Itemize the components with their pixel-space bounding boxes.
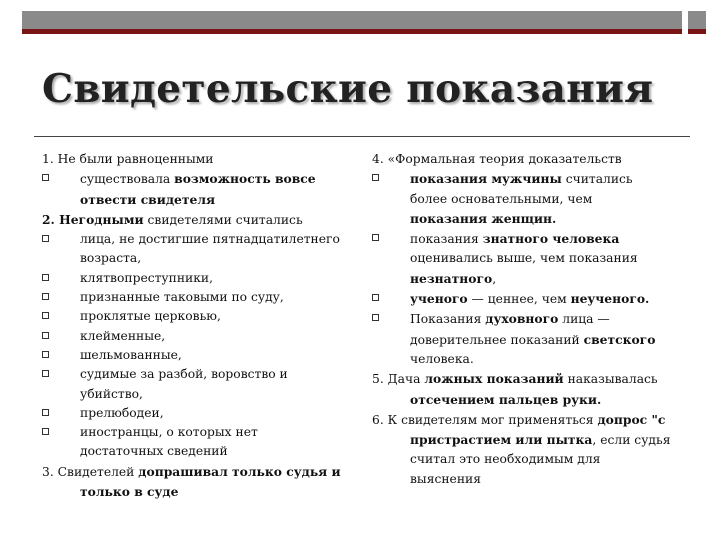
- right-line-cont: [372, 330, 694, 350]
- square-bullet-icon: [42, 409, 49, 416]
- left-line-cont: [42, 385, 358, 404]
- right-line-num: [372, 410, 694, 430]
- line-text: отсечением пальцев руки.: [410, 391, 602, 407]
- line-text: доверительнее показаний: [410, 332, 584, 347]
- left-line-cont: [42, 482, 358, 502]
- line-text: убийство,: [80, 386, 143, 401]
- square-bullet-icon: [42, 312, 49, 319]
- right-line-cont: [372, 269, 694, 289]
- line-text: незнатного: [410, 270, 493, 286]
- square-bullet-icon: [42, 428, 49, 435]
- square-bullet-icon: [42, 332, 49, 339]
- right-line-bul: [372, 309, 694, 329]
- left-line-bul: [42, 288, 358, 307]
- line-text: допрос "с: [597, 411, 666, 427]
- square-bullet-icon: [42, 174, 49, 181]
- left-line-num: [42, 210, 358, 230]
- line-text: свидетелями считались: [143, 212, 303, 227]
- left-line-num: [42, 462, 358, 482]
- line-text: светского: [583, 331, 656, 347]
- line-text: шельмованные,: [80, 347, 182, 362]
- line-text: клейменные,: [80, 328, 166, 343]
- right-line-bul: [372, 229, 694, 249]
- line-text: человека.: [410, 351, 474, 366]
- right-line-num: [372, 369, 694, 389]
- right-line-cont: [372, 350, 694, 369]
- right-line-cont: [372, 209, 694, 229]
- left-line-bul: [42, 269, 358, 288]
- left-column: [42, 150, 358, 502]
- left-line-cont: [42, 249, 358, 268]
- right-line-bul: [372, 169, 694, 189]
- left-line-bul: [42, 307, 358, 326]
- left-line-bul: [42, 327, 358, 346]
- line-text: допрашивал только судья и: [138, 463, 341, 479]
- right-line-cont: [372, 249, 694, 268]
- line-text: существовала: [80, 172, 175, 187]
- line-text: судимые за разбой, воровство и: [80, 367, 288, 382]
- header-corner-accent: [688, 29, 706, 34]
- line-text: 1. Не были равноценными: [42, 152, 214, 166]
- line-text: показания мужчины: [410, 171, 562, 187]
- left-line-bul: [42, 169, 358, 189]
- line-text: считал это необходимым для: [410, 452, 601, 467]
- line-text: , если судья: [592, 433, 671, 448]
- square-bullet-icon: [42, 351, 49, 358]
- line-text: иностранцы, о которых нет: [80, 425, 258, 440]
- left-line-num: [42, 150, 358, 169]
- line-text: возможность вовсе: [174, 171, 316, 187]
- line-text: пристрастием или пытка: [410, 432, 593, 448]
- line-text: ,: [492, 271, 497, 286]
- line-text: оценивались выше, чем показания: [410, 251, 638, 266]
- header-accent-bar: [22, 29, 682, 34]
- square-bullet-icon: [42, 274, 49, 281]
- line-text: отвести свидетеля: [80, 191, 216, 207]
- right-line-bul: [372, 289, 694, 309]
- left-line-bul: [42, 365, 358, 384]
- line-text: проклятые церковью,: [80, 309, 221, 324]
- square-bullet-icon: [372, 294, 379, 301]
- line-text: клятвопреступники,: [80, 270, 214, 285]
- square-bullet-icon: [372, 234, 379, 241]
- line-text: ученого: [410, 291, 468, 307]
- right-line-cont: [372, 190, 694, 209]
- line-text: — ценнее, чем: [467, 292, 571, 307]
- line-text: духовного: [485, 311, 559, 327]
- left-line-bul: [42, 404, 358, 423]
- line-text: возраста,: [80, 251, 142, 266]
- right-line-cont: [372, 450, 694, 469]
- line-text: выяснения: [410, 471, 481, 486]
- square-bullet-icon: [372, 174, 379, 181]
- left-line-bul: [42, 346, 358, 365]
- title-divider: [34, 136, 690, 137]
- line-text: неученого.: [570, 291, 650, 307]
- slide-title: Свидетельские показания: [42, 66, 654, 112]
- left-line-cont: [42, 190, 358, 210]
- line-text: 2. Негодными: [42, 211, 144, 227]
- left-line-cont: [42, 442, 358, 461]
- header-bar: [22, 11, 682, 29]
- line-text: знатного человека: [482, 231, 620, 247]
- right-line-num: [372, 150, 694, 169]
- line-text: только в суде: [80, 484, 179, 500]
- header-corner-square: [688, 11, 706, 29]
- right-line-cont: [372, 390, 694, 410]
- square-bullet-icon: [372, 314, 379, 321]
- line-text: 6. К свидетелям мог применяться: [372, 412, 598, 427]
- line-text: считались: [561, 172, 633, 187]
- line-text: лица —: [558, 312, 610, 327]
- right-column: [372, 150, 694, 489]
- line-text: показания: [410, 232, 483, 247]
- line-text: показания женщин.: [410, 210, 557, 226]
- line-text: достаточных сведений: [80, 444, 228, 459]
- line-text: ложных показаний: [424, 371, 564, 387]
- line-text: 5. Дача: [372, 372, 425, 387]
- line-text: признанные таковыми по суду,: [80, 290, 284, 305]
- line-text: прелюбодеи,: [80, 405, 164, 420]
- line-text: более основательными, чем: [410, 191, 593, 206]
- line-text: 4. «Формальная теория доказательств: [372, 152, 622, 166]
- square-bullet-icon: [42, 235, 49, 242]
- left-line-bul: [42, 423, 358, 442]
- line-text: лица, не достигшие пятнадцатилетнего: [80, 232, 340, 247]
- square-bullet-icon: [42, 370, 49, 377]
- right-line-cont: [372, 430, 694, 450]
- left-line-bul: [42, 230, 358, 249]
- line-text: наказывалась: [563, 372, 658, 387]
- line-text: Показания: [410, 312, 486, 327]
- square-bullet-icon: [42, 293, 49, 300]
- right-line-cont: [372, 470, 694, 489]
- line-text: 3. Свидетелей: [42, 464, 139, 479]
